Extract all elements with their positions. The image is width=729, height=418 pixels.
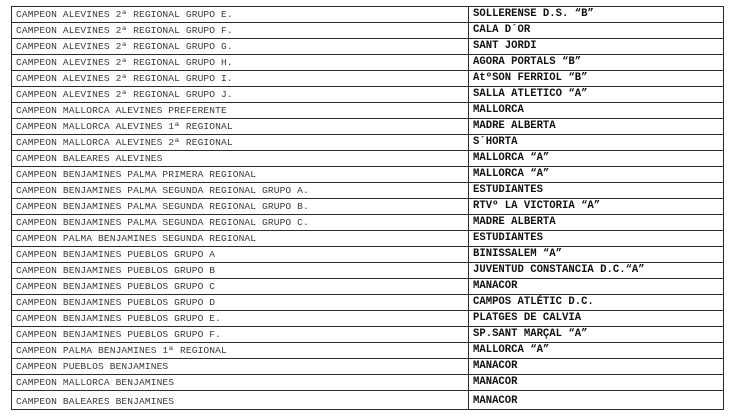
table-row bbox=[12, 23, 724, 39]
winner-cell: SANT JORDI bbox=[469, 39, 724, 55]
winner-cell: MANACOR bbox=[469, 375, 724, 391]
category-cell: CAMPEON PUEBLOS BENJAMINES bbox=[12, 359, 469, 375]
winner-cell: BINISSALEM “A” bbox=[469, 247, 724, 263]
table-row bbox=[12, 55, 724, 71]
category-cell: CAMPEON MALLORCA ALEVINES PREFERENTE bbox=[12, 103, 469, 119]
winner-cell: RTVº LA VICTORIA “A” bbox=[469, 199, 724, 215]
table-row bbox=[12, 199, 724, 215]
table-row bbox=[12, 295, 724, 311]
winner-cell: MALLORCA “A” bbox=[469, 343, 724, 359]
category-cell: CAMPEON BENJAMINES PUEBLOS GRUPO E. bbox=[12, 311, 469, 327]
winner-cell: CALA D´OR bbox=[469, 23, 724, 39]
category-cell: CAMPEON BENJAMINES PUEBLOS GRUPO F. bbox=[12, 327, 469, 343]
table-row bbox=[12, 311, 724, 327]
category-cell: CAMPEON BALEARES BENJAMINES bbox=[12, 391, 469, 410]
table-row bbox=[12, 71, 724, 87]
winner-cell: MANACOR bbox=[469, 279, 724, 295]
winner-cell: ESTUDIANTES bbox=[469, 231, 724, 247]
winner-cell: SALLA ATLETICO “A” bbox=[469, 87, 724, 103]
table-row bbox=[12, 135, 724, 151]
winner-cell: MALLORCA “A” bbox=[469, 151, 724, 167]
category-cell: CAMPEON MALLORCA ALEVINES 1ª REGIONAL bbox=[12, 119, 469, 135]
category-cell: CAMPEON ALEVINES 2ª REGIONAL GRUPO G. bbox=[12, 39, 469, 55]
category-cell: CAMPEON ALEVINES 2ª REGIONAL GRUPO F. bbox=[12, 23, 469, 39]
winner-cell: PLATGES DE CALVIA bbox=[469, 311, 724, 327]
category-cell: CAMPEON BENJAMINES PALMA PRIMERA REGIONAL bbox=[12, 167, 469, 183]
winner-cell: AGORA PORTALS “B” bbox=[469, 55, 724, 71]
category-cell: CAMPEON ALEVINES 2ª REGIONAL GRUPO J. bbox=[12, 87, 469, 103]
table-row bbox=[12, 327, 724, 343]
table-row bbox=[12, 231, 724, 247]
winner-cell: MALLORCA bbox=[469, 103, 724, 119]
category-cell: CAMPEON ALEVINES 2ª REGIONAL GRUPO H. bbox=[12, 55, 469, 71]
winner-cell: MADRE ALBERTA bbox=[469, 215, 724, 231]
category-cell: CAMPEON PALMA BENJAMINES SEGUNDA REGIONAL bbox=[12, 231, 469, 247]
winner-cell: SP.SANT MARÇAL “A” bbox=[469, 327, 724, 343]
category-cell: CAMPEON BENJAMINES PUEBLOS GRUPO D bbox=[12, 295, 469, 311]
category-cell: CAMPEON ALEVINES 2ª REGIONAL GRUPO E. bbox=[12, 7, 469, 23]
category-cell: CAMPEON ALEVINES 2ª REGIONAL GRUPO I. bbox=[12, 71, 469, 87]
table-row bbox=[12, 119, 724, 135]
champions-table bbox=[11, 6, 724, 410]
category-cell: CAMPEON MALLORCA ALEVINES 2ª REGIONAL bbox=[12, 135, 469, 151]
category-cell: CAMPEON BENJAMINES PALMA SEGUNDA REGIONAL GRUPO A. bbox=[12, 183, 469, 199]
table-row bbox=[12, 215, 724, 231]
category-cell: CAMPEON BENJAMINES PUEBLOS GRUPO B bbox=[12, 263, 469, 279]
table-row bbox=[12, 7, 724, 23]
table-row bbox=[12, 151, 724, 167]
table-row bbox=[12, 263, 724, 279]
table-row bbox=[12, 103, 724, 119]
category-cell: CAMPEON PALMA BENJAMINES 1ª REGIONAL bbox=[12, 343, 469, 359]
table-row bbox=[12, 39, 724, 55]
category-cell: CAMPEON BENJAMINES PUEBLOS GRUPO C bbox=[12, 279, 469, 295]
winner-cell: S´HORTA bbox=[469, 135, 724, 151]
table-row bbox=[12, 375, 724, 391]
category-cell: CAMPEON BENJAMINES PALMA SEGUNDA REGIONAL GRUPO C. bbox=[12, 215, 469, 231]
winner-cell: MANACOR bbox=[469, 391, 724, 410]
category-cell: CAMPEON BENJAMINES PALMA SEGUNDA REGIONAL GRUPO B. bbox=[12, 199, 469, 215]
winner-cell: ESTUDIANTES bbox=[469, 183, 724, 199]
winner-cell: MADRE ALBERTA bbox=[469, 119, 724, 135]
winner-cell: MALLORCA “A” bbox=[469, 167, 724, 183]
table-row bbox=[12, 247, 724, 263]
category-cell: CAMPEON MALLORCA BENJAMINES bbox=[12, 375, 469, 391]
table-row bbox=[12, 167, 724, 183]
table-row bbox=[12, 343, 724, 359]
table-row bbox=[12, 279, 724, 295]
table-row bbox=[12, 391, 724, 410]
winner-cell: CAMPOS ATLÉTIC D.C. bbox=[469, 295, 724, 311]
winner-cell: SOLLERENSE D.S. “B” bbox=[469, 7, 724, 23]
category-cell: CAMPEON BALEARES ALEVINES bbox=[12, 151, 469, 167]
winner-cell: AtºSON FERRIOL “B” bbox=[469, 71, 724, 87]
table-row bbox=[12, 183, 724, 199]
winner-cell: MANACOR bbox=[469, 359, 724, 375]
table-row bbox=[12, 87, 724, 103]
table-row bbox=[12, 359, 724, 375]
champions-table-body bbox=[12, 7, 724, 410]
winner-cell: JUVENTUD CONSTANCIA D.C.“A” bbox=[469, 263, 724, 279]
category-cell: CAMPEON BENJAMINES PUEBLOS GRUPO A bbox=[12, 247, 469, 263]
